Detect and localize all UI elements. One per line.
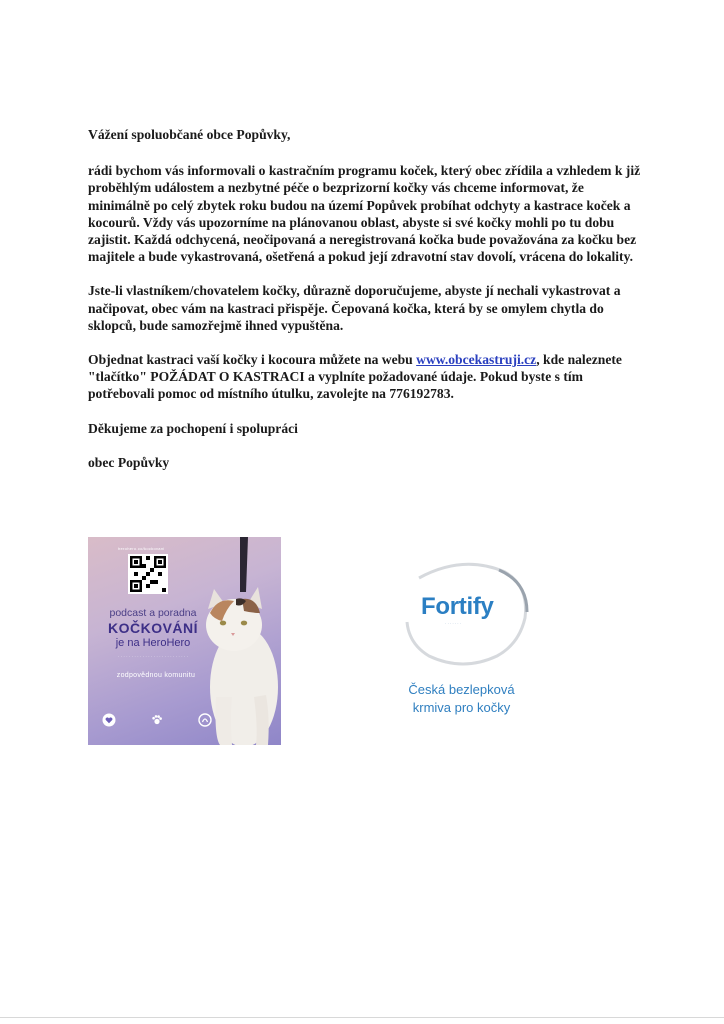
paragraph-3-intro: Objednat kastraci vaší kočky i kocoura můžete na webu bbox=[88, 352, 417, 368]
ad-title: KOČKOVÁNÍ bbox=[107, 620, 199, 636]
ad-subtitle: je na HeroHero bbox=[115, 637, 191, 649]
ad-icons-row bbox=[102, 713, 212, 727]
fortify-wordmark: Fortify bbox=[421, 593, 494, 620]
ad-brand-url: herohero.co/kockovani bbox=[118, 546, 165, 551]
chat-icon bbox=[198, 713, 212, 727]
paragraph-3-rest: , kde naleznete "tlačítko" POŽÁDAT O KASTRACI a vyplníte požadované údaje. Pokud byste s tím potřebovali pomoc od místního útulku, zavolejte na 776192783. bbox=[88, 352, 622, 402]
qr-code bbox=[128, 554, 168, 594]
letter-paragraph-2: Jste-li vlastníkem/chovatelem kočky, důrazně doporučujeme, abyste jí nechali vykastrovat a načipovat, obec vám na kastraci přispěje. Čepovaná kočka, která by se omylem chytla do sklopců, bude samozřejmě ihned vypuštěna. bbox=[88, 283, 621, 333]
letter-paragraph-1: rádi bychom vás informovali o kastračním programu koček, který obec zřídila a vzhledem k již proběhlým událostem a nezbytné péče o bezprizorní kočky vás chceme informovat, že minimálně po celý zbytek roku budou na území Popůvek probíhat odchyty a kastrace koček a kocourů. Vždy vás upozorníme na plánovanou oblast, abyste si své kočky mohli po tu dobu zajistit. Každá odchycená, neočipovaná a neregistrovaná kočka bude považována za kočku bez majitele a bude vykastrovaná, ošetřená a pokud její zdravotní stav dovolí, vrácena do lokality. bbox=[88, 163, 641, 265]
letter-paragraph-3 bbox=[88, 351, 648, 403]
letter-thanks: Děkujeme za pochopení i spolupráci bbox=[88, 420, 298, 436]
ad-community-text: zodpovědnou komunitu bbox=[116, 672, 196, 679]
fortify-logo bbox=[401, 560, 531, 670]
letter-body bbox=[88, 126, 648, 488]
website-link[interactable]: www.obcekastruji.cz bbox=[416, 352, 537, 368]
letter-greeting: Vážení spoluobčané obce Popůvky, bbox=[88, 127, 291, 142]
paw-icon bbox=[150, 713, 164, 727]
ad-podcast-text: podcast a poradna bbox=[109, 607, 197, 619]
heart-icon bbox=[102, 713, 116, 727]
fortify-caption-line-2: krmiva pro kočky bbox=[412, 700, 511, 715]
fortify-caption-line-1: Česká bezlepková bbox=[408, 682, 515, 697]
letter-signature: obec Popůvky bbox=[88, 454, 170, 470]
fortify-caption bbox=[380, 681, 543, 717]
fortify-tagline: · · · · · · · bbox=[445, 621, 461, 626]
ad-small-text: · · · · · · · · · · · · · · · · · · · · · · · · · · bbox=[117, 654, 189, 659]
page-bottom-edge bbox=[0, 1017, 724, 1018]
herohero-ad-image bbox=[88, 537, 281, 745]
